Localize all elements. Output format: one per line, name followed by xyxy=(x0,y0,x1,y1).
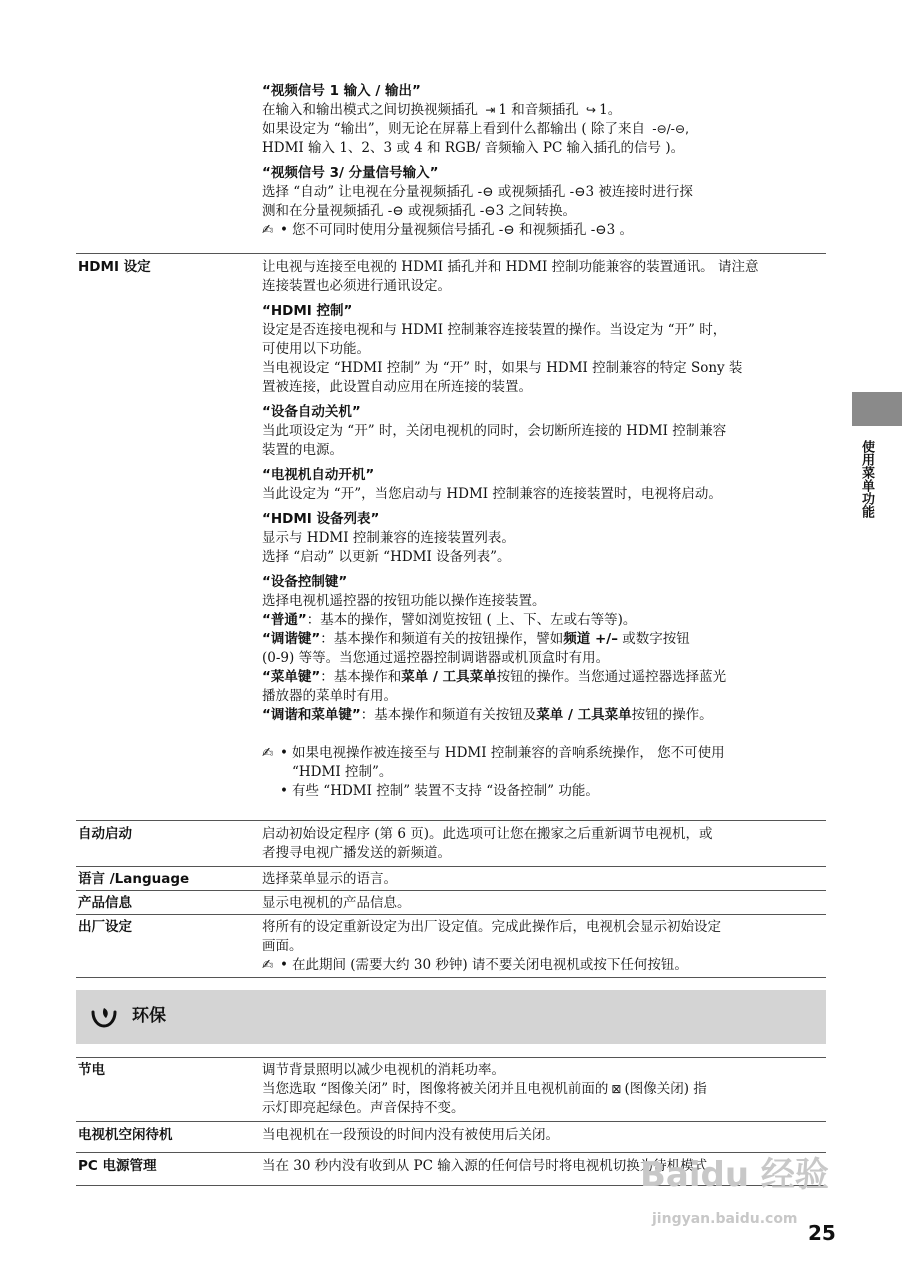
key-tune xyxy=(262,630,827,649)
power-save-d2b: (图像关闭) 指 xyxy=(624,1081,707,1097)
key-normal-label: “普通” xyxy=(262,612,307,628)
power-save-d2 xyxy=(262,1080,827,1099)
auto-off-2: 装置的电源。 xyxy=(262,442,343,458)
key-both-text1: ：基本操作和频道有关按钮及 xyxy=(360,707,537,723)
hdmi-note-2-text: 有些 “HDMI 控制” 装置不支持 “设备控制” 功能。 xyxy=(292,783,599,799)
video-io-text-c: 1。 xyxy=(599,102,622,118)
key-normal-text: ：基本的操作，譬如浏览按钮 ( 上、下、左或右等等)。 xyxy=(306,612,637,628)
divider xyxy=(76,866,826,867)
auto-start-desc xyxy=(262,825,827,863)
key-menu-text1: ：基本操作和 xyxy=(320,669,402,685)
power-save-d2a: 当您选取 “图像关闭” 时，图像将被关闭并且电视机前面的 xyxy=(262,1081,609,1097)
key-tune-label: “调谐键” xyxy=(262,631,321,647)
hdmi-label: HDMI 设定 xyxy=(78,259,151,275)
key-tune-bold: 频道 +/– xyxy=(563,631,618,647)
picture-off-icon: ⊠ xyxy=(611,1082,622,1096)
note-icon: ✍ xyxy=(262,957,274,973)
auto-start-label: 自动启动 xyxy=(78,826,132,842)
auto-off-title: “设备自动关机” xyxy=(262,404,361,420)
factory-desc xyxy=(262,918,827,975)
eco-section-header xyxy=(76,990,826,1044)
video3-title: “视频信号 3/ 分量信号输入” xyxy=(262,165,439,181)
watermark-url: jingyan.baidu.com xyxy=(652,1211,798,1227)
key-both-label: “调谐和菜单键” xyxy=(262,707,361,723)
bullet: • xyxy=(280,222,288,238)
key-menu xyxy=(262,668,827,687)
eco-title: 环保 xyxy=(132,1006,166,1026)
divider xyxy=(76,820,826,821)
video3-note xyxy=(262,221,827,240)
hdmi-note-1 xyxy=(262,744,827,763)
key-both xyxy=(262,706,827,725)
page-number: 25 xyxy=(808,1221,836,1245)
hdmi-note-2 xyxy=(262,782,827,801)
key-tune-text2: 或数字按钮 xyxy=(622,631,690,647)
video3-line2: 测和在分量视频插孔 -⊖ 或视频插孔 -⊖3 之间转换。 xyxy=(262,203,576,219)
hdmi-control-2: 可使用以下功能。 xyxy=(262,341,370,357)
power-save-desc xyxy=(262,1061,827,1118)
language-desc: 选择菜单显示的语言。 xyxy=(262,871,397,887)
video-io-title: “视频信号 1 输入 / 输出” xyxy=(262,83,421,99)
leaf-hands-icon xyxy=(90,1004,118,1036)
factory-note xyxy=(262,956,827,975)
auto-start-d1: 启动初始设定程序 (第 6 页)。此选项可让您在搬家之后重新调节电视机，或 xyxy=(262,826,713,842)
device-list-title: “HDMI 设备列表” xyxy=(262,511,380,527)
video-io-text-d: 如果设定为 “输出”，则无论在屏幕上看到什么都输出 ( 除了来自 xyxy=(262,121,645,137)
video3-line1: 选择 “自动” 让电视在分量视频插孔 -⊖ 或视频插孔 -⊖3 被连接时进行探 xyxy=(262,184,693,200)
side-tab-label: 使用菜单功能 xyxy=(859,440,874,518)
device-key-title: “设备控制键” xyxy=(262,574,348,590)
pc-power-desc: 当在 30 秒内没有收到从 PC 输入源的任何信号时将电视机切换为待机模式。 xyxy=(262,1158,721,1174)
power-save-d3: 示灯即亮起绿色。声音保持不变。 xyxy=(262,1100,465,1116)
jack-icons: -⊖/-⊖, xyxy=(652,122,689,136)
key-menu-text2: 按钮的操作。当您通过遥控器选择蓝光 xyxy=(496,669,727,685)
factory-note-text: 在此期间 (需要大约 30 秒钟) 请不要关闭电视机或按下任何按钮。 xyxy=(292,957,688,973)
hdmi-note-1b: “HDMI 控制”。 xyxy=(292,764,393,780)
divider xyxy=(76,253,826,254)
watermark-brand: Baidu 经验 xyxy=(640,1155,829,1195)
key-menu-bold: 菜单 / 工具菜单 xyxy=(401,669,497,685)
hdmi-control-3: 当电视设定 “HDMI 控制” 为 “开” 时，如果与 HDMI 控制兼容的特定 Sony 装 xyxy=(262,360,743,376)
idle-desc: 当电视机在一段预设的时间内没有被使用后关闭。 xyxy=(262,1127,559,1143)
factory-label: 出厂设定 xyxy=(78,919,132,935)
video-io-text-b: 1 和音频插孔 xyxy=(498,102,579,118)
key-both-text2: 按钮的操作。 xyxy=(631,707,713,723)
key-tune-text1: ：基本操作和频道有关的按钮操作，譬如 xyxy=(320,631,564,647)
language-label: 语言 /Language xyxy=(78,871,190,887)
video-jack-icon: ⇥ xyxy=(485,103,496,117)
video-io-line3: HDMI 输入 1、2、3 或 4 和 RGB/ 音频输入 PC 输入插孔的信号 )。 xyxy=(262,140,685,156)
divider xyxy=(76,1121,826,1122)
auto-on-1: 当此设定为 “开”，当您启动与 HDMI 控制兼容的连接装置时，电视将启动。 xyxy=(262,486,722,502)
video-io-line1 xyxy=(262,101,827,120)
device-list-2: 选择 “启动” 以更新 “HDMI 设备列表”。 xyxy=(262,549,511,565)
audio-jack-icon: ↪ xyxy=(586,103,597,117)
hdmi-block xyxy=(262,258,827,801)
key-both-bold: 菜单 / 工具菜单 xyxy=(536,707,632,723)
hdmi-control-4: 置被连接，此设置自动应用在所连接的装置。 xyxy=(262,379,532,395)
device-key-1: 选择电视机遥控器的按钮功能以操作连接装置。 xyxy=(262,593,546,609)
side-tab-marker xyxy=(852,392,902,426)
hdmi-note-1-text: 如果电视操作被连接至与 HDMI 控制兼容的音响系统操作， 您不可使用 xyxy=(292,745,725,761)
hdmi-intro-2: 连接装置也必须进行通讯设定。 xyxy=(262,278,451,294)
product-desc: 显示电视机的产品信息。 xyxy=(262,895,411,911)
note-icon: ✍ xyxy=(262,745,274,761)
note-icon: ✍ xyxy=(262,222,274,238)
video-io-line2 xyxy=(262,120,827,139)
auto-on-title: “电视机自动开机” xyxy=(262,467,375,483)
auto-off-1: 当此项设定为 “开” 时，关闭电视机的同时，会切断所连接的 HDMI 控制兼容 xyxy=(262,423,727,439)
hdmi-intro-1: 让电视与连接至电视的 HDMI 插孔并和 HDMI 控制功能兼容的装置通讯。 请注意 xyxy=(262,259,759,275)
divider xyxy=(76,1152,826,1153)
device-list-1: 显示与 HDMI 控制兼容的连接装置列表。 xyxy=(262,530,515,546)
video-io-block xyxy=(262,82,827,240)
divider xyxy=(76,1057,826,1058)
divider xyxy=(76,977,826,978)
factory-d1: 将所有的设定重新设定为出厂设定值。完成此操作后，电视机会显示初始设定 xyxy=(262,919,721,935)
video3-note-text: 您不可同时使用分量视频信号插孔 -⊖ 和视频插孔 -⊖3 。 xyxy=(292,222,633,238)
power-save-d1: 调节背景照明以减少电视机的消耗功率。 xyxy=(262,1062,505,1078)
bullet: • xyxy=(280,957,288,973)
key-tune-3: (0-9) 等等。当您通过遥控器控制调谐器或机顶盒时有用。 xyxy=(262,650,610,666)
power-save-label: 节电 xyxy=(78,1062,105,1078)
key-menu-label: “菜单键” xyxy=(262,669,321,685)
auto-start-d2: 者搜寻电视广播发送的新频道。 xyxy=(262,845,451,861)
divider xyxy=(76,890,826,891)
product-label: 产品信息 xyxy=(78,895,132,911)
pc-power-label: PC 电源管理 xyxy=(78,1158,157,1174)
hdmi-control-title: “HDMI 控制” xyxy=(262,303,353,319)
bullet: • xyxy=(280,745,288,761)
video-io-text-a: 在输入和输出模式之间切换视频插孔 xyxy=(262,102,478,118)
bullet: • xyxy=(280,783,288,799)
key-normal xyxy=(262,611,827,630)
key-menu-3: 播放器的菜单时有用。 xyxy=(262,688,397,704)
hdmi-control-1: 设定是否连接电视和与 HDMI 控制兼容连接装置的操作。当设定为 “开” 时， xyxy=(262,322,727,338)
idle-label: 电视机空闲待机 xyxy=(78,1127,173,1143)
factory-d2: 画面。 xyxy=(262,938,303,954)
divider xyxy=(76,914,826,915)
